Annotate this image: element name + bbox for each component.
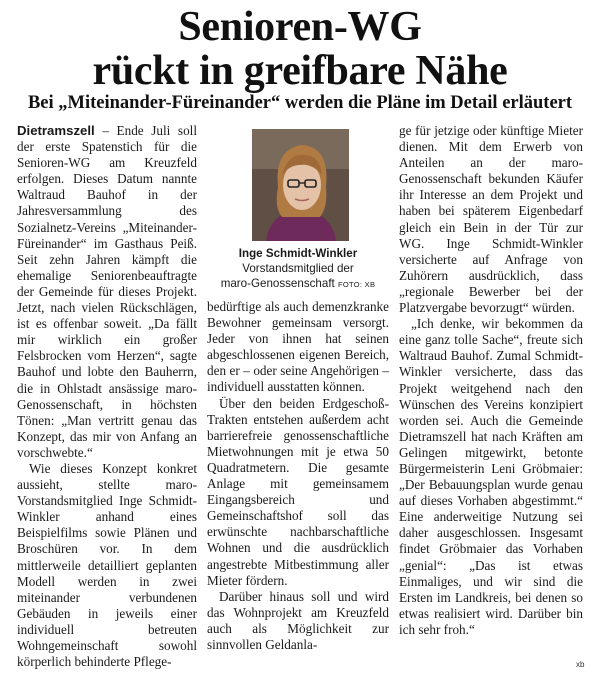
- caption-role-line-2: maro-Genossenschaft: [220, 277, 335, 290]
- dateline: Dietramszell: [17, 123, 95, 138]
- lead-text: – Ende Juli soll der erste Spatenstich für die Senioren-WG am Kreuzfeld erfolgen. Dieses Datum nannte Waltraud Bauhof in der Jahresversammlung des Sozialnetz-Vereins „Miteinander-Füreinander“ im Gasthaus Peiß. Seit zehn Jahren kämpft die ehemalige Seniorenbeauftragte der Gemeinde für dieses Projekt. Jetzt, nach vielen Rückschlägen, ist es offenbar soweit. „Da fällt mir wirklich ein großer Felsbrocken vom Herzen“, sagte Bauhof und lobte den Bauherrn, die in Ohlstadt ansässige maro-Genossenschaft, in höchsten Tönen: „Man vertritt genau das Konzept, das mir von Anfang an vorschwebte.“: [17, 123, 197, 460]
- photo-caption: [207, 246, 389, 292]
- paragraph: ge für jetzige oder künftige Mieter dienen. Mit dem Erwerb von Anteilen an der maro-Genossenschaft bekunden Käufer ihr Interesse an dem Projekt und haben bei späterem Eigenbedarf gleich ein Bein in der Tür zur WG. Inge Schmidt-Winkler versicherte auf Anfrage von Zuhörern ausdrücklich, dass „regionale Bewerber bei der Platzvergabe bevorzugt“ würden.: [399, 123, 583, 316]
- subtitle: Bei „Miteinander-Füreinander“ werden die Pläne im Detail erläutert: [27, 93, 573, 113]
- photo-credit: FOTO: XB: [338, 280, 376, 289]
- paragraph: bedürftige als auch demenzkranke Bewohner gemeinsam versorgt. Jeder von ihnen hat seinen abgeschlossenen eigenen Bereich, den er – oder seine Angehörigen – individuell ausstatten können.: [207, 299, 389, 395]
- paragraph: Wie dieses Konzept konkret aussieht, stellte maro-Vorstandsmitglied Inge Schmidt-Winkler anhand eines Beispielfilms sowie Plänen und Broschüren vor. In dem mittlerweile detailliert geplanten Modell werden in zwei miteinander verbundenen Gebäuden in jeweils einer individuell betreuten Wohngemeinschaft sowohl körperlich behinderte Pflege-: [17, 460, 197, 670]
- headline-line-1: Senioren-WG: [178, 4, 422, 50]
- portrait-photo: [252, 129, 349, 241]
- paragraph: [17, 123, 197, 461]
- headline-line-2: rückt in greifbare Nähe: [92, 48, 508, 94]
- paragraph: „Ich denke, wir bekommen da eine ganz tolle Sache“, freute sich Waltraud Bauhof. Zumal Schmidt-Winkler versicherte, dass das Projekt weitgehend nach den Wünschen des Vereins konzipiert worden sei. Auch die Gemeinde Dietramszell hat nach Kräften am Gelingen mitgewirkt, betonte Bürgermeisterin Leni Gröbmaier: „Der Bebauungsplan wurde genau auf dieses Vorhaben abgestimmt.“ Eine anderweitige Nutzung sei daher ausgeschlossen. Insgesamt findet Gröbmaier das Vorhaben „genial“: „Das ist etwas Einmaliges, und wir sind die Ersten im Landkreis, bei denen so etwas realisiert wird. Darüber bin ich sehr froh.“: [399, 316, 583, 637]
- paragraph: Über den beiden Erdgeschoß-Trakten entstehen außerdem acht barrierefreie genossenschaftliche Mietwohnungen mit je etwa 50 Quadratmetern. Die gesamte Anlage mit gemeinsamem Eingangsbereich und Gemeinschaftshof soll das erwünschte nachbarschaftliche Wohnen und die ausdrücklich angestrebte Mitbestimmung aller Mieter fördern.: [207, 395, 389, 588]
- article-column-1: [17, 123, 197, 670]
- author-signature: xb: [576, 660, 585, 669]
- caption-name: Inge Schmidt-Winkler: [238, 247, 358, 260]
- caption-role-line-1: Vorstandsmitglied der: [242, 262, 354, 275]
- article-column-3: [399, 123, 583, 638]
- paragraph: Darüber hinaus soll und wird das Wohnprojekt am Kreuzfeld auch als Möglichkeit zur sinnvollen Geldanla-: [207, 588, 389, 652]
- portrait-image: [252, 129, 349, 241]
- article-column-2: [207, 299, 389, 653]
